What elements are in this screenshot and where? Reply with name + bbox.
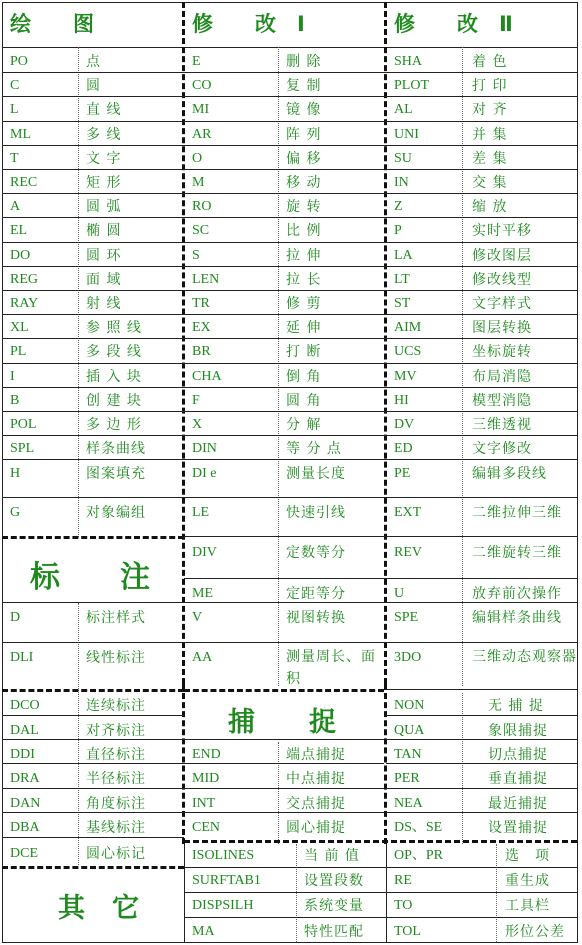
command-code: UCS — [394, 344, 422, 360]
command-code: DI e — [192, 466, 217, 481]
command-name: 定数等分 — [286, 545, 346, 561]
command-name: 文 字 — [86, 150, 122, 167]
command-code: ISOLINES — [192, 848, 255, 863]
command-name: 倒 角 — [286, 368, 322, 385]
command-code: G — [10, 505, 21, 520]
command-code: V — [192, 610, 203, 625]
command-name: 多 段 线 — [86, 344, 142, 361]
grid-line — [2, 536, 184, 539]
command-name: 面 域 — [86, 271, 122, 288]
command-name: 圆 角 — [286, 392, 322, 409]
command-name: 旋 转 — [286, 199, 322, 216]
command-code: MI — [192, 102, 210, 118]
command-name: 象限捕捉 — [488, 723, 548, 739]
command-code: 3DO — [394, 650, 422, 665]
grid-line — [2, 47, 578, 48]
command-code: AR — [192, 126, 212, 142]
command-name: 连续标注 — [86, 698, 146, 714]
command-code: HI — [394, 392, 409, 408]
command-code: REC — [10, 175, 38, 190]
command-name: 删 除 — [286, 54, 322, 70]
command-code: PO — [10, 54, 28, 69]
command-code: POL — [10, 417, 37, 432]
command-name: 圆心标记 — [86, 846, 146, 862]
command-name: 特性匹配 — [304, 924, 364, 940]
command-code: INT — [192, 796, 216, 811]
command-code: D — [10, 610, 21, 625]
command-name: 等 分 点 — [286, 441, 342, 458]
command-name: 直径标注 — [86, 747, 146, 763]
command-code: BR — [192, 344, 211, 360]
command-code: DAN — [10, 796, 41, 811]
command-name: 设置捕捉 — [488, 820, 548, 836]
command-name: 编辑样条曲线 — [472, 610, 562, 626]
command-name: 椭 圆 — [86, 223, 122, 240]
command-code: Z — [394, 199, 403, 215]
header-dimension: 标 注 — [30, 560, 150, 595]
command-name: 修改线型 — [472, 271, 532, 288]
grid-line — [182, 684, 185, 844]
command-code: X — [192, 417, 203, 432]
command-code: END — [192, 747, 221, 762]
command-code: PLOT — [394, 78, 429, 94]
command-code: A — [10, 199, 21, 215]
command-code: NEA — [394, 796, 423, 811]
command-name: 无 捕 捉 — [488, 698, 544, 714]
command-name: 镜 像 — [286, 102, 322, 119]
grid-line — [184, 844, 185, 942]
command-code: EL — [10, 223, 28, 239]
command-code: LT — [394, 271, 410, 287]
command-name: 实时平移 — [472, 223, 532, 240]
command-name: 当 前 值 — [304, 848, 360, 864]
header-other: 其 它 — [58, 893, 139, 924]
command-code: TO — [394, 898, 413, 913]
command-name: 放弃前次操作 — [472, 586, 562, 602]
command-code: IN — [394, 175, 409, 190]
command-name: 工具栏 — [505, 898, 550, 914]
command-name: 着 色 — [472, 54, 508, 70]
command-name: 三维动态观察器 — [472, 649, 577, 665]
command-code: CEN — [192, 820, 220, 835]
command-name: 模型消隐 — [472, 392, 532, 409]
command-code: LA — [394, 247, 413, 263]
command-code: DCE — [10, 846, 38, 861]
command-code: E — [192, 54, 201, 69]
command-name: 对象编组 — [86, 505, 146, 521]
command-name: 修改图层 — [472, 247, 532, 264]
command-code: PL — [10, 344, 27, 360]
command-code: DS、SE — [394, 820, 443, 835]
command-name: 圆心捕捉 — [286, 820, 346, 836]
command-name: 线性标注 — [86, 650, 146, 666]
command-name: 定距等分 — [286, 586, 346, 602]
command-name: 交 集 — [472, 175, 508, 191]
command-name: 拉 伸 — [286, 247, 322, 264]
command-code: ME — [192, 586, 213, 601]
command-code: OP、PR — [394, 848, 444, 863]
command-name: 延 伸 — [286, 320, 322, 337]
command-name: 重生成 — [505, 873, 550, 889]
command-code: DIN — [192, 441, 217, 457]
command-code: MV — [394, 368, 417, 384]
command-code: CHA — [192, 368, 222, 384]
command-code: L — [10, 102, 19, 118]
command-name: 视图转换 — [286, 610, 346, 626]
command-name: 圆 环 — [86, 247, 122, 264]
command-code: B — [10, 392, 20, 408]
grid-line — [184, 840, 577, 843]
command-code: S — [192, 247, 200, 263]
command-code: EX — [192, 320, 211, 336]
command-name: 三维透视 — [472, 417, 532, 433]
command-code: P — [394, 223, 402, 239]
command-name: 系统变量 — [304, 898, 364, 914]
command-name: 布局消隐 — [472, 368, 532, 385]
command-code: REV — [394, 545, 422, 560]
command-name: 射 线 — [86, 296, 122, 312]
command-code: AL — [394, 102, 413, 118]
command-code: AIM — [394, 320, 422, 336]
command-code: LEN — [192, 271, 220, 287]
grid-line — [384, 2, 387, 684]
command-code: XL — [10, 320, 29, 336]
command-code: ST — [394, 296, 411, 311]
grid-line — [184, 536, 577, 537]
command-name: 参 照 线 — [86, 320, 142, 337]
command-code: ML — [10, 126, 31, 142]
grid-line — [2, 497, 578, 498]
command-name: 打 断 — [286, 344, 322, 361]
command-code: T — [10, 150, 19, 166]
command-name: 垂直捕捉 — [488, 771, 548, 787]
command-name: 拉 长 — [286, 271, 322, 288]
command-name: 图案填充 — [86, 466, 146, 482]
grid-line — [2, 2, 3, 942]
grid-line — [386, 689, 577, 690]
command-code: RE — [394, 873, 412, 888]
command-name: 圆 — [86, 78, 101, 95]
command-code: CO — [192, 78, 212, 94]
command-name: 文字修改 — [472, 441, 532, 458]
command-code: PE — [394, 466, 411, 481]
command-name: 最近捕捉 — [488, 796, 548, 812]
command-code: C — [10, 78, 20, 94]
command-code: ED — [394, 441, 413, 457]
command-code: SU — [394, 150, 412, 166]
command-code: SC — [192, 223, 210, 239]
grid-line — [184, 578, 577, 579]
command-code: DIV — [192, 545, 217, 560]
command-name: 直 线 — [86, 102, 122, 119]
command-name: 交点捕捉 — [286, 796, 346, 812]
command-name: 比 例 — [286, 223, 322, 240]
command-name: 修 剪 — [286, 296, 322, 312]
grid-line — [2, 642, 578, 643]
command-code: U — [394, 586, 405, 601]
command-code: SPE — [394, 610, 419, 625]
command-name: 二维拉伸三维 — [472, 505, 562, 521]
command-name: 中点捕捉 — [286, 771, 346, 787]
command-code: SURFTAB1 — [192, 873, 261, 888]
header-snap: 捕 捉 — [228, 707, 336, 738]
command-code: SPL — [10, 441, 35, 457]
command-name: 点 — [86, 54, 101, 70]
command-name: 分 解 — [286, 417, 322, 433]
command-name: 测量周长、面积 — [286, 649, 376, 687]
command-name: 半径标注 — [86, 771, 146, 787]
command-code: DISPSILH — [192, 898, 254, 913]
command-code: RO — [192, 199, 212, 215]
command-code: TOL — [394, 924, 421, 939]
command-name: 圆 弧 — [86, 199, 122, 216]
command-name: 移 动 — [286, 175, 322, 191]
command-name: 形位公差 — [505, 924, 565, 940]
command-code: AA — [192, 650, 213, 665]
command-name: 差 集 — [472, 150, 508, 167]
command-code: LE — [192, 505, 210, 520]
command-name: 端点捕捉 — [286, 747, 346, 763]
command-name: 复 制 — [286, 78, 322, 95]
command-name: 创 建 块 — [86, 392, 142, 409]
command-name: 文字样式 — [472, 296, 532, 312]
grid-line — [496, 844, 497, 942]
command-code: DRA — [10, 771, 40, 786]
command-name: 坐标旋转 — [472, 344, 532, 361]
command-code: QUA — [394, 723, 425, 738]
command-code: SHA — [394, 54, 423, 69]
header-modify1: 修 改 Ⅰ — [192, 12, 305, 36]
header-draw: 绘 图 — [10, 12, 94, 36]
command-name: 并 集 — [472, 126, 508, 143]
grid-line — [2, 689, 184, 692]
command-name: 二维旋转三维 — [472, 545, 562, 561]
command-code: DAL — [10, 723, 39, 738]
command-code: DBA — [10, 820, 40, 835]
command-name: 对 齐 — [472, 102, 508, 119]
command-name: 缩 放 — [472, 199, 508, 216]
command-code: F — [192, 392, 200, 408]
command-code: MA — [192, 924, 215, 939]
command-code: REG — [10, 271, 38, 287]
command-name: 多 边 形 — [86, 417, 142, 433]
command-code: DV — [394, 417, 415, 432]
command-code: TR — [192, 296, 210, 311]
grid-line — [2, 2, 578, 3]
command-code: DO — [10, 247, 31, 263]
command-code: NON — [394, 698, 425, 713]
command-code: I — [10, 368, 15, 384]
grid-line — [384, 684, 387, 844]
command-name: 测量长度 — [286, 466, 346, 482]
command-name: 图层转换 — [472, 320, 532, 337]
command-code: UNI — [394, 126, 419, 142]
command-code: DLI — [10, 650, 34, 665]
command-code: M — [192, 175, 205, 190]
command-name: 标注样式 — [86, 610, 146, 626]
command-name: 插 入 块 — [86, 368, 142, 385]
grid-line — [386, 844, 387, 942]
grid-line — [182, 2, 185, 684]
command-code: DDI — [10, 747, 35, 762]
command-name: 切点捕捉 — [488, 747, 548, 763]
command-name: 阵 列 — [286, 126, 322, 143]
grid-line — [184, 739, 384, 740]
command-name: 快速引线 — [286, 505, 346, 521]
command-name: 样条曲线 — [86, 441, 146, 458]
command-code: H — [10, 466, 21, 481]
command-code: MID — [192, 771, 220, 786]
command-code: O — [192, 150, 203, 166]
command-code: TAN — [394, 747, 422, 762]
command-name: 选 项 — [505, 848, 550, 864]
command-name: 多 线 — [86, 126, 122, 143]
command-code: DCO — [10, 698, 40, 713]
command-name: 编辑多段线 — [472, 466, 547, 482]
command-name: 偏 移 — [286, 150, 322, 167]
command-name: 矩 形 — [86, 175, 122, 191]
command-code: PER — [394, 771, 420, 786]
grid-line — [2, 866, 184, 869]
command-name: 对齐标注 — [86, 723, 146, 739]
command-name: 打 印 — [472, 78, 508, 95]
command-code: RAY — [10, 296, 39, 311]
command-code: EXT — [394, 505, 422, 520]
command-name: 基线标注 — [86, 820, 146, 836]
command-name: 设置段数 — [304, 873, 364, 889]
command-name: 角度标注 — [86, 796, 146, 812]
header-modify2: 修 改 Ⅱ — [394, 12, 513, 36]
